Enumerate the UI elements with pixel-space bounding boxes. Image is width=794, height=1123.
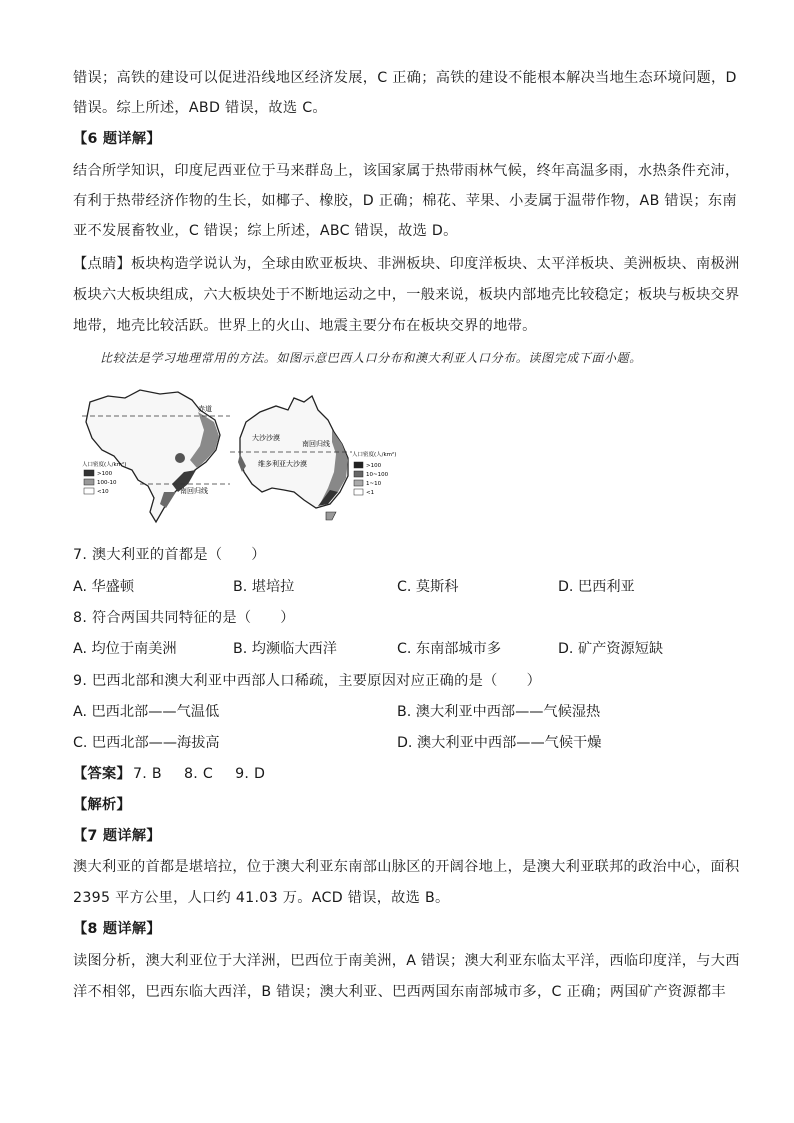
legend-item: >100 [366,463,382,469]
question-7-option-a: A. 华盛顿 [73,579,135,595]
legend-item: <1 [366,490,375,496]
paragraph-line: 有利于热带经济作物的生长，如椰子、橡胶，D 正确；棉花、苹果、小麦属于温带作物，AB 错误；东南 [73,193,737,209]
paragraph-line: 板块六大板块组成，六大板块处于不断地运动之中，一般来说，板块内部地壳比较稳定；板块与板块交界 [73,287,740,303]
paragraph-line: 【点睛】板块构造学说认为，全球由欧亚板块、非洲板块、印度洋板块、太平洋板块、美洲板块、南极洲 [73,256,740,272]
legend-swatch [354,462,363,468]
paragraph-line: 洋不相邻，巴西东临大西洋，B 错误；澳大利亚、巴西两国东南部城市多，C 正确；两国矿产资源都丰 [73,984,726,1000]
legend-item: 10~100 [366,472,389,478]
australia-map [230,396,396,520]
question-7-option-c: C. 莫斯科 [397,579,459,595]
analysis-label: 【解析】 [73,797,131,813]
legend-swatch [84,470,94,476]
paragraph-line: 亚不发展畜牧业，C 错误；综上所述，ABC 错误，故选 D。 [73,223,458,239]
question-7-option-d: D. 巴西利亚 [558,579,635,595]
tropic-label: 南回归线 [180,487,208,495]
legend-item: 100-10 [97,480,117,486]
answer-label: 【答案】 [73,766,131,782]
legend-title: 人口密度(人/km²) [352,452,397,458]
legend-swatch [354,480,363,486]
question-intro: 比较法是学习地理常用的方法。如图示意巴西人口分布和澳大利亚人口分布。读图完成下面小题。 [100,351,642,365]
population-map-figure [80,380,400,525]
answer-item: 9. D [235,766,266,782]
legend-item: 1~10 [366,481,382,487]
brazil-map [82,390,230,522]
question-8-option-c: C. 东南部城市多 [397,641,502,657]
question-9-option-d: D. 澳大利亚中西部——气候干燥 [397,735,602,751]
paragraph-line: 错误；高铁的建设可以促进沿线地区经济发展，C 正确；高铁的建设不能根本解决当地生态环境问题，D [73,70,737,86]
paragraph-line: 错误。综上所述，ABD 错误，故选 C。 [73,100,327,116]
equator-label: 赤道 [198,405,212,413]
paragraph-line: 结合所学知识，印度尼西亚位于马来群岛上，该国家属于热带雨林气候，终年高温多雨，水热条件充沛， [73,163,740,179]
section-heading-q8: 【8 题详解】 [73,921,161,937]
tropic-label: 南回归线 [302,440,330,448]
question-8-option-d: D. 矿产资源短缺 [558,641,664,657]
legend-title: 人口密度(人/km²) [82,462,127,468]
legend-swatch [354,471,363,477]
paragraph-line: 读图分析，澳大利亚位于大洋洲，巴西位于南美洲，A 错误；澳大利亚东临太平洋，西临印度洋，与大西 [73,953,740,969]
answer-item: 8. C [183,766,214,782]
legend-swatch [84,488,94,494]
question-9-option-a: A. 巴西北部——气温低 [73,704,220,720]
question-9-option-b: B. 澳大利亚中西部——气候湿热 [397,704,601,720]
question-8-option-b: B. 均濒临大西洋 [233,641,337,657]
answer-item: 7. B [132,766,162,782]
paragraph-line: 澳大利亚的首都是堪培拉，位于澳大利亚东南部山脉区的开阔谷地上，是澳大利亚联邦的政治中心，面积 [73,859,740,875]
question-8-option-a: A. 均位于南美洲 [73,641,177,657]
question-8-stem: 8. 符合两国共同特征的是（ ） [73,610,295,626]
desert-label: 大沙沙漠 [252,434,280,442]
section-heading-q7: 【7 题详解】 [73,828,161,844]
desert-label: 维多利亚大沙漠 [258,460,307,468]
legend-item: <10 [97,489,109,495]
question-9-stem: 9. 巴西北部和澳大利亚中西部人口稀疏，主要原因对应正确的是（ ） [73,673,542,689]
answer-line [73,764,287,784]
legend-swatch [354,489,363,495]
question-7-stem: 7. 澳大利亚的首都是（ ） [73,547,266,563]
legend-swatch [84,479,94,485]
question-7-option-b: B. 堪培拉 [233,579,295,595]
question-9-option-c: C. 巴西北部——海拔高 [73,735,220,751]
paragraph-line: 2395 平方公里，人口约 41.03 万。ACD 错误，故选 B。 [73,890,450,906]
section-heading-q6: 【6 题详解】 [73,131,161,147]
legend-item: >100 [97,471,113,477]
paragraph-line: 地带，地壳比较活跃。世界上的火山、地震主要分布在板块交界的地带。 [73,318,537,334]
